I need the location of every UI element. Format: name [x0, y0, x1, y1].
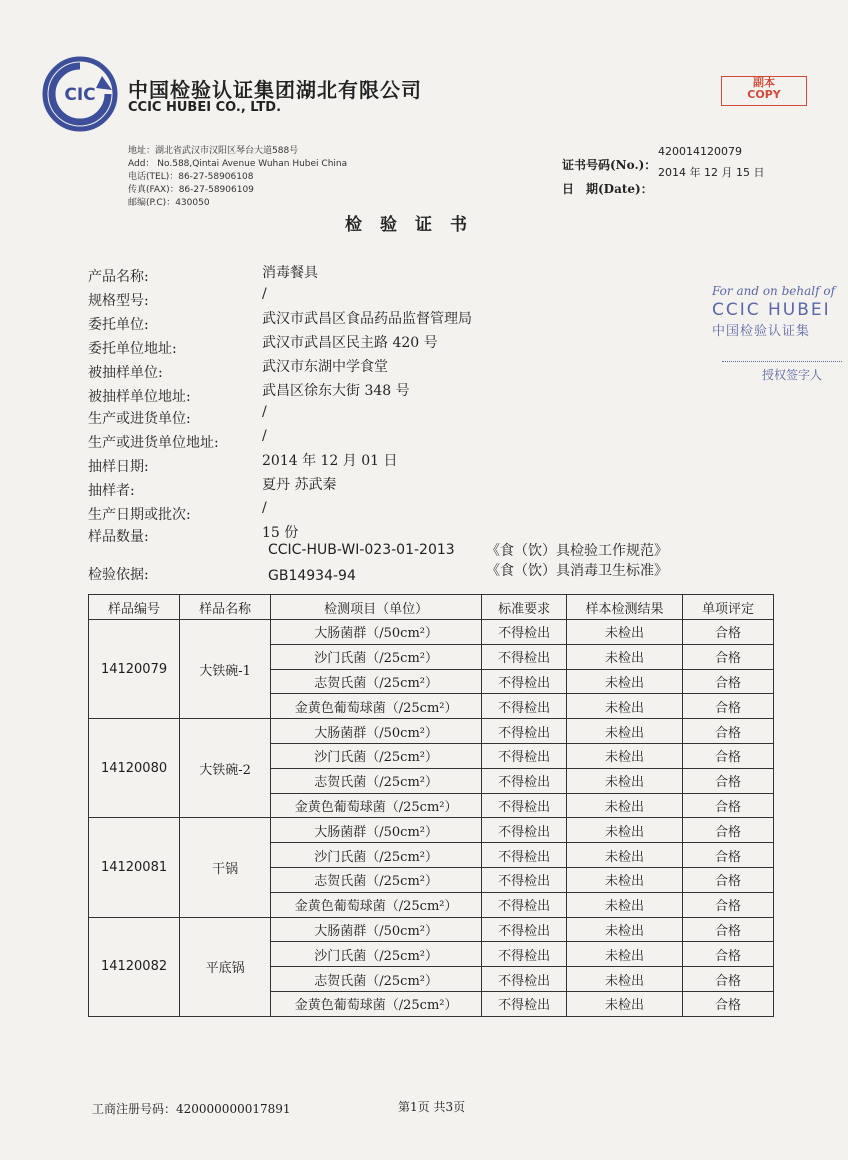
tel: 电话(TEL)：86-27-58906108	[128, 172, 254, 182]
header-result: 样本检测结果	[567, 595, 683, 620]
test-item: 大肠菌群（/50cm²）	[271, 719, 482, 744]
test-item: 志贺氏菌（/25cm²）	[271, 669, 482, 694]
test-evaluation: 合格	[682, 892, 773, 917]
table-row	[89, 620, 774, 645]
test-evaluation: 合格	[682, 818, 773, 843]
table-row	[89, 719, 774, 744]
field-value-product-name: 消毒餐具	[262, 265, 318, 281]
test-item: 志贺氏菌（/25cm²）	[271, 867, 482, 892]
test-requirement: 不得检出	[482, 917, 567, 942]
company-name-en: CCIC HUBEI CO., LTD.	[128, 100, 282, 115]
postcode: 邮编(P.C)：430050	[128, 198, 210, 208]
signature-line	[722, 361, 842, 362]
logo-text: CIC	[64, 85, 96, 105]
table-header-row	[89, 595, 774, 620]
test-requirement: 不得检出	[482, 843, 567, 868]
test-requirement: 不得检出	[482, 867, 567, 892]
basis-code-2: GB14934-94	[268, 568, 356, 584]
header-sample-name: 样品名称	[180, 595, 271, 620]
sample-name: 平底锅	[180, 917, 271, 1016]
test-result: 未检出	[567, 917, 683, 942]
field-label-producer: 生产或进货单位:	[88, 411, 191, 427]
test-result: 未检出	[567, 942, 683, 967]
test-result: 未检出	[567, 719, 683, 744]
field-value-client: 武汉市武昌区食品药品监督管理局	[262, 311, 472, 327]
field-value-spec: /	[262, 286, 267, 302]
stamp-line-behalf: For and on behalf of	[712, 284, 836, 298]
header-sample-id: 样品编号	[89, 595, 180, 620]
field-label-sample-quantity: 样品数量:	[88, 529, 149, 545]
test-item: 大肠菌群（/50cm²）	[271, 818, 482, 843]
test-item: 金黄色葡萄球菌（/25cm²）	[271, 892, 482, 917]
date-label: 日 期(Date)：	[562, 182, 653, 196]
field-value-producer-address: /	[262, 428, 267, 444]
field-label-client-address: 委托单位地址:	[88, 341, 177, 357]
test-result: 未检出	[567, 694, 683, 719]
test-evaluation: 合格	[682, 793, 773, 818]
test-requirement: 不得检出	[482, 669, 567, 694]
stamp-line-company-cn: 中国检验认证集	[712, 324, 811, 339]
authorization-stamp	[712, 284, 842, 383]
test-requirement: 不得检出	[482, 768, 567, 793]
test-requirement: 不得检出	[482, 942, 567, 967]
test-result: 未检出	[567, 818, 683, 843]
results-table	[88, 594, 774, 1017]
sample-id: 14120082	[89, 917, 180, 1016]
test-requirement: 不得检出	[482, 719, 567, 744]
page-number: 第1页 共3页	[398, 1100, 466, 1114]
field-label-production-batch: 生产日期或批次:	[88, 507, 191, 523]
field-label-sampling-date: 抽样日期:	[88, 459, 149, 475]
test-evaluation: 合格	[682, 991, 773, 1016]
sample-id: 14120081	[89, 818, 180, 917]
field-value-production-batch: /	[262, 500, 267, 516]
test-item: 大肠菌群（/50cm²）	[271, 917, 482, 942]
field-label-product-name: 产品名称:	[88, 269, 149, 285]
test-requirement: 不得检出	[482, 743, 567, 768]
basis-code-1: CCIC-HUB-WI-023-01-2013	[268, 542, 455, 558]
field-value-sampling-date: 2014 年 12 月 01 日	[262, 453, 398, 469]
test-item: 志贺氏菌（/25cm²）	[271, 768, 482, 793]
test-requirement: 不得检出	[482, 991, 567, 1016]
header-test-item: 检测项目（单位）	[271, 595, 482, 620]
test-evaluation: 合格	[682, 644, 773, 669]
test-result: 未检出	[567, 793, 683, 818]
field-value-sampler: 夏丹 苏武秦	[262, 477, 337, 493]
address-en: Add： No.588,Qintai Avenue Wuhan Hubei China	[128, 159, 348, 169]
copy-stamp-en: COPY	[747, 88, 781, 101]
test-result: 未检出	[567, 991, 683, 1016]
test-item: 沙门氏菌（/25cm²）	[271, 743, 482, 768]
cert-no-label: 证书号码(No.)：	[562, 158, 657, 172]
test-item: 金黄色葡萄球菌（/25cm²）	[271, 694, 482, 719]
copy-stamp-cn: 副本	[753, 76, 775, 89]
field-value-sample-quantity: 15 份	[262, 525, 299, 541]
field-value-sampled-unit: 武汉市东湖中学食堂	[262, 359, 388, 375]
test-result: 未检出	[567, 967, 683, 992]
field-label-spec: 规格型号:	[88, 293, 149, 309]
test-requirement: 不得检出	[482, 620, 567, 645]
test-result: 未检出	[567, 669, 683, 694]
test-result: 未检出	[567, 867, 683, 892]
sample-name: 干锅	[180, 818, 271, 917]
test-evaluation: 合格	[682, 620, 773, 645]
test-evaluation: 合格	[682, 768, 773, 793]
test-requirement: 不得检出	[482, 892, 567, 917]
field-value-sampled-address: 武昌区徐东大街 348 号	[262, 383, 410, 399]
basis-name-2: 《食（饮）具消毒卫生标准》	[486, 563, 668, 579]
test-requirement: 不得检出	[482, 694, 567, 719]
test-evaluation: 合格	[682, 719, 773, 744]
field-label-basis: 检验依据:	[88, 567, 149, 583]
header-standard: 标准要求	[482, 595, 567, 620]
field-label-sampler: 抽样者:	[88, 483, 135, 499]
document-title: 检验证书	[345, 215, 485, 235]
test-item: 志贺氏菌（/25cm²）	[271, 967, 482, 992]
test-item: 大肠菌群（/50cm²）	[271, 620, 482, 645]
test-evaluation: 合格	[682, 669, 773, 694]
test-result: 未检出	[567, 768, 683, 793]
cert-no-value: 420014120079	[658, 145, 742, 158]
test-requirement: 不得检出	[482, 793, 567, 818]
test-evaluation: 合格	[682, 917, 773, 942]
test-result: 未检出	[567, 644, 683, 669]
sample-name: 大铁碗-1	[180, 620, 271, 719]
field-value-producer: /	[262, 404, 267, 420]
field-label-client: 委托单位:	[88, 317, 149, 333]
field-label-producer-address: 生产或进货单位地址:	[88, 435, 219, 451]
test-result: 未检出	[567, 892, 683, 917]
field-value-client-address: 武汉市武昌区民主路 420 号	[262, 335, 438, 351]
stamp-line-company-en: CCIC HUBEI	[712, 300, 831, 320]
company-name-cn: 中国检验认证集团湖北有限公司	[128, 78, 422, 102]
date-value: 2014 年 12 月 15 日	[658, 166, 765, 179]
address-cn: 地址：湖北省武汉市汉阳区琴台大道588号	[128, 146, 299, 156]
test-item: 金黄色葡萄球菌（/25cm²）	[271, 991, 482, 1016]
test-item: 金黄色葡萄球菌（/25cm²）	[271, 793, 482, 818]
test-requirement: 不得检出	[482, 818, 567, 843]
copy-stamp	[721, 76, 807, 106]
test-requirement: 不得检出	[482, 967, 567, 992]
test-result: 未检出	[567, 743, 683, 768]
fax: 传真(FAX)：86-27-58906109	[128, 185, 254, 195]
test-evaluation: 合格	[682, 942, 773, 967]
test-evaluation: 合格	[682, 743, 773, 768]
table-row	[89, 917, 774, 942]
test-requirement: 不得检出	[482, 644, 567, 669]
test-evaluation: 合格	[682, 867, 773, 892]
ccic-logo-icon	[42, 56, 118, 132]
test-evaluation: 合格	[682, 843, 773, 868]
sample-name: 大铁碗-2	[180, 719, 271, 818]
sample-id: 14120080	[89, 719, 180, 818]
test-evaluation: 合格	[682, 967, 773, 992]
test-item: 沙门氏菌（/25cm²）	[271, 843, 482, 868]
field-label-sampled-address: 被抽样单位地址:	[88, 389, 191, 405]
test-evaluation: 合格	[682, 694, 773, 719]
stamp-line-signatory: 授权签字人	[762, 368, 823, 382]
basis-name-1: 《食（饮）具检验工作规范》	[486, 543, 668, 559]
header-evaluation: 单项评定	[682, 595, 773, 620]
test-item: 沙门氏菌（/25cm²）	[271, 942, 482, 967]
registration-number: 工商注册号码：420000000017891	[92, 1102, 291, 1116]
test-result: 未检出	[567, 620, 683, 645]
sample-id: 14120079	[89, 620, 180, 719]
table-row	[89, 818, 774, 843]
field-label-sampled-unit: 被抽样单位:	[88, 365, 163, 381]
test-result: 未检出	[567, 843, 683, 868]
test-item: 沙门氏菌（/25cm²）	[271, 644, 482, 669]
